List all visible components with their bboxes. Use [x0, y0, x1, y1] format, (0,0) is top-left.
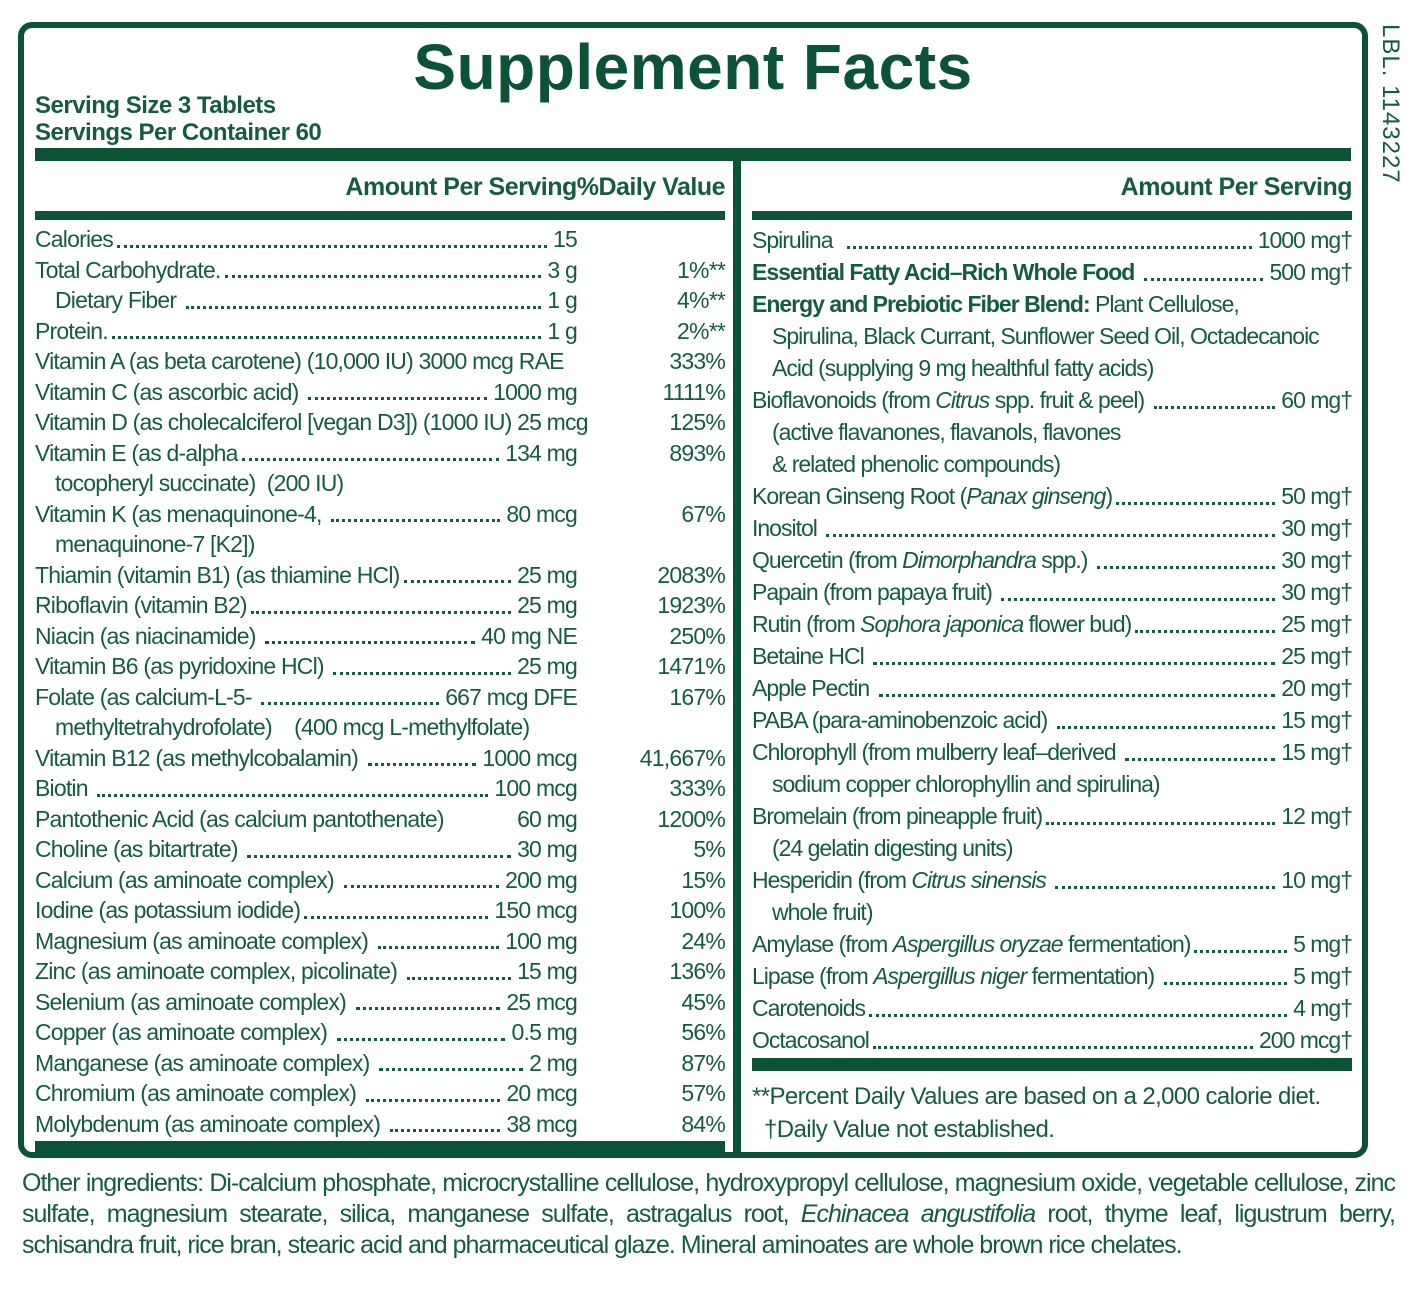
- daily-value: 67%: [681, 500, 725, 527]
- panel-header: [24, 28, 1362, 148]
- amount-value: 60 mg: [517, 805, 577, 832]
- table-row: [35, 438, 725, 469]
- daily-value: 100%: [669, 897, 725, 923]
- amount-value: 25 mg: [517, 561, 577, 588]
- divider-bar-bottom-left: [35, 1141, 725, 1154]
- amount-value: 30 mg†: [1281, 579, 1352, 605]
- amount-value: 80 mcg: [506, 500, 577, 527]
- amount-value: 40 mg NE: [481, 622, 577, 649]
- daily-value-header: %Daily Value: [576, 173, 725, 201]
- ingredient-name: Carotenoids: [752, 995, 866, 1021]
- table-row: [35, 865, 725, 896]
- amount-value: 1 g: [547, 287, 577, 313]
- ingredient-name: Apple Pectin: [752, 675, 875, 701]
- table-row: [35, 316, 725, 347]
- amount-value: 15 mg†: [1281, 739, 1352, 765]
- ingredient-name: Protein.: [35, 317, 108, 344]
- ingredient-name: (active flavanones, flavanols, flavones: [772, 419, 1121, 445]
- footnotes: [752, 1080, 1352, 1146]
- dot-leader: [308, 377, 487, 401]
- other-ingredients-text: root, thyme leaf, ligustrum berry, schisandra fruit, rice bran, stearic acid and pharmaceutical glaze. Mineral aminoates are whole brown rice chelates.: [22, 1200, 1395, 1259]
- daily-value: 4%**: [677, 287, 725, 313]
- table-row: [752, 320, 1352, 352]
- table-row: [752, 288, 1352, 320]
- dot-leader: [873, 1024, 1253, 1049]
- table-row: [35, 224, 725, 255]
- amount-value: 1000 mg: [493, 378, 577, 405]
- right-rows: [752, 224, 1352, 1056]
- amount-value: 200 mg: [505, 866, 577, 893]
- table-row: [752, 640, 1352, 672]
- ingredient-name: Papain (from papaya fruit): [752, 579, 998, 605]
- table-row: [752, 416, 1352, 448]
- dot-leader: [378, 926, 499, 950]
- dot-leader: [1116, 480, 1275, 505]
- other-ingredients-text: Other ingredients: Di-calcium phosphate, microcrystalline cellulose, hydroxypropyl cellulose, magnesium oxide, vegetable cellulose, zinc sulfate, magnesium stearate, silica, manganese sulfate, astragalus root,: [22, 1169, 1395, 1228]
- amount-value: 15: [553, 226, 577, 252]
- dot-leader: [265, 621, 475, 645]
- table-row: [35, 560, 725, 591]
- amount-per-serving-header: Amount Per Serving: [1120, 173, 1352, 201]
- amount-value: 38 mcg: [506, 1110, 577, 1137]
- dot-leader: [407, 956, 511, 980]
- daily-value: 1471%: [657, 653, 725, 679]
- amount-value: 30 mg†: [1281, 515, 1352, 541]
- serving-info: [35, 92, 321, 146]
- daily-value: 57%: [681, 1080, 725, 1106]
- dot-leader: [261, 682, 439, 706]
- dot-leader: [117, 224, 547, 248]
- ingredient-name: Calcium (as aminoate complex): [35, 866, 340, 893]
- daily-value: 136%: [669, 958, 725, 984]
- divider-bar: [752, 211, 1352, 220]
- dot-leader: [390, 1109, 501, 1133]
- column-divider: [733, 161, 741, 1152]
- dot-leader: [1055, 864, 1275, 889]
- ingredient-name: Riboflavin (vitamin B2): [35, 592, 247, 618]
- table-row: [35, 956, 725, 987]
- table-row: [752, 768, 1352, 800]
- amount-value: 25 mg†: [1281, 611, 1352, 637]
- ingredient-name: Betaine HCl: [752, 643, 870, 669]
- ingredient-name: Amylase (from Aspergillus oryzae fermentation): [752, 931, 1191, 957]
- dot-leader: [1097, 544, 1275, 569]
- amount-value: 12 mg†: [1281, 803, 1352, 829]
- table-row: [752, 1024, 1352, 1056]
- serving-size: Serving Size 3 Tablets: [35, 92, 276, 119]
- table-row: [752, 832, 1352, 864]
- divider-bar-bottom-right: [752, 1058, 1352, 1071]
- amount-value: 134 mg: [505, 439, 577, 466]
- ingredient-name: Spirulina, Black Currant, Sunflower Seed Oil, Octadecanoic: [772, 323, 1319, 349]
- dot-leader: [337, 1017, 506, 1041]
- daily-value: 24%: [681, 927, 725, 954]
- table-row: [35, 285, 725, 316]
- dot-leader: [1154, 384, 1276, 409]
- dot-leader: [1046, 800, 1275, 825]
- table-row: [752, 384, 1352, 416]
- ingredient-name: Korean Ginseng Root (Panax ginseng): [752, 483, 1113, 509]
- left-column: [24, 161, 733, 1152]
- amount-value: 20 mg†: [1281, 675, 1352, 701]
- left-rows: [35, 224, 725, 1139]
- table-row: [35, 468, 725, 499]
- dot-leader: [404, 560, 512, 584]
- ingredient-name: Acid (supplying 9 mg healthful fatty acids): [772, 355, 1154, 381]
- dot-leader: [1125, 736, 1275, 761]
- table-row: [35, 346, 725, 377]
- left-column-header: [35, 161, 725, 211]
- table-row: [752, 704, 1352, 736]
- amount-value: 50 mg†: [1281, 483, 1352, 509]
- ingredient-name: Manganese (as aminoate complex): [35, 1049, 376, 1076]
- dot-leader: [331, 499, 500, 523]
- table-row: [752, 352, 1352, 384]
- dot-leader: [304, 895, 488, 919]
- columns: [24, 161, 1362, 1152]
- dot-leader: [186, 285, 542, 309]
- divider-bar: [35, 211, 725, 220]
- table-row: [35, 590, 725, 621]
- ingredient-name: Vitamin B12 (as methylcobalamin): [35, 744, 364, 771]
- amount-value: 1000 mg†: [1257, 227, 1352, 253]
- ingredient-name: sodium copper chlorophyllin and spirulina): [772, 771, 1160, 797]
- table-row: [752, 608, 1352, 640]
- table-row: [752, 992, 1352, 1024]
- ingredient-name: Thiamin (vitamin B1) (as thiamine HCl): [35, 561, 400, 588]
- ingredient-name: menaquinone-7 [K2]): [55, 531, 255, 557]
- ingredient-name: Hesperidin (from Citrus sinensis: [752, 867, 1046, 893]
- ingredient-name: Octacosanol: [752, 1027, 869, 1053]
- amount-value: 500 mg†: [1269, 259, 1352, 285]
- table-row: [752, 224, 1352, 256]
- table-row: [35, 1109, 725, 1140]
- divider-bar-top: [35, 148, 1351, 161]
- amount-value: 15 mg†: [1281, 707, 1352, 733]
- ingredient-name: Vitamin D (as cholecalciferol [vegan D3]) (1000 IU) 25 mcg: [35, 409, 588, 435]
- dot-leader: [879, 672, 1276, 697]
- ingredient-name: Quercetin (from Dimorphandra spp.): [752, 547, 1093, 573]
- ingredient-name: Folate (as calcium-L-5-: [35, 683, 258, 710]
- ingredient-name: Total Carbohydrate.: [35, 256, 221, 283]
- amount-value: 5 mg†: [1293, 931, 1352, 957]
- daily-value: 167%: [669, 683, 725, 710]
- ingredient-name: Vitamin E (as d-alpha: [35, 439, 238, 466]
- daily-value: 1923%: [657, 592, 725, 618]
- amount-value: 30 mg†: [1281, 547, 1352, 573]
- dot-leader: [1057, 704, 1276, 729]
- daily-value: 15%: [681, 866, 725, 893]
- table-row: [35, 1078, 725, 1109]
- right-column-header: [752, 161, 1352, 211]
- amount-value: 3 g: [547, 256, 577, 283]
- daily-value: 41,667%: [639, 744, 725, 771]
- dot-leader: [366, 1078, 501, 1102]
- ingredient-name: Vitamin B6 (as pyridoxine HCl): [35, 653, 330, 679]
- ingredient-name: Pantothenic Acid (as calcium pantothenate): [35, 805, 444, 832]
- amount-value: 0.5 mg: [511, 1019, 577, 1045]
- daily-value: 1200%: [657, 805, 725, 832]
- table-row: [35, 926, 725, 957]
- amount-value: 100 mg: [505, 927, 577, 954]
- dot-leader: [251, 590, 511, 614]
- servings-per-container: Servings Per Container 60: [35, 119, 322, 146]
- dot-leader: [869, 992, 1287, 1017]
- table-row: [752, 256, 1352, 288]
- ingredient-name: whole fruit): [772, 899, 873, 925]
- amount-value: 4 mg†: [1293, 995, 1352, 1021]
- table-row: [35, 529, 725, 560]
- footnote-dagger: †Daily Value not established.: [764, 1116, 1055, 1143]
- ingredient-name: Essential Fatty Acid–Rich Whole Food: [752, 259, 1140, 285]
- table-row: [752, 928, 1352, 960]
- ingredient-name: Vitamin A (as beta carotene) (10,000 IU) 3000 mcg RAE: [35, 348, 564, 374]
- dot-leader: [379, 1048, 523, 1072]
- dot-leader: [344, 865, 500, 889]
- daily-value: 125%: [669, 409, 725, 435]
- ingredient-name: Choline (as bitartrate): [35, 836, 244, 862]
- amount-value: 200 mcg†: [1258, 1027, 1352, 1053]
- dot-leader: [368, 743, 477, 767]
- dot-leader: [1194, 928, 1287, 953]
- daily-value: 56%: [681, 1019, 725, 1045]
- amount-value: 667 mcg DFE: [445, 683, 577, 710]
- amount-value: 30 mg: [517, 836, 577, 862]
- dot-leader: [225, 255, 542, 279]
- table-row: [35, 377, 725, 408]
- dot-leader: [1144, 256, 1264, 281]
- ingredient-name: Selenium (as aminoate complex): [35, 988, 352, 1015]
- ingredient-name: Energy and Prebiotic Fiber Blend: Plant Cellulose,: [752, 291, 1239, 317]
- dot-leader: [847, 224, 1251, 249]
- dot-leader: [1135, 608, 1275, 633]
- ingredient-name: Chlorophyll (from mulberry leaf–derived: [752, 739, 1122, 765]
- dot-leader: [356, 987, 501, 1011]
- amount-value: 25 mcg: [506, 988, 577, 1015]
- ingredient-name: & related phenolic compounds): [772, 451, 1061, 477]
- table-row: [35, 895, 725, 926]
- table-row: [752, 736, 1352, 768]
- table-row: [752, 672, 1352, 704]
- ingredient-name: tocopheryl succinate) (200 IU): [55, 470, 344, 496]
- amount-value: 100 mcg: [494, 775, 577, 801]
- amount-value: 5 mg†: [1293, 963, 1352, 989]
- ingredient-name: Biotin: [35, 775, 94, 801]
- ingredient-name: Vitamin C (as ascorbic acid): [35, 378, 305, 405]
- ingredient-name: Vitamin K (as menaquinone-4,: [35, 500, 328, 527]
- ingredient-name: Inositol: [752, 515, 823, 541]
- table-row: [752, 480, 1352, 512]
- amount-per-serving-header: Amount Per Serving: [345, 173, 577, 201]
- table-row: [35, 1048, 725, 1079]
- right-column: [741, 161, 1362, 1152]
- amount-value: 25 mg: [517, 653, 577, 679]
- dot-leader: [97, 773, 488, 797]
- table-row: [35, 621, 725, 652]
- table-row: [35, 773, 725, 804]
- ingredient-name: Dietary Fiber: [55, 287, 182, 313]
- ingredient-name: Lipase (from Aspergillus niger fermentation): [752, 963, 1160, 989]
- table-row: [752, 800, 1352, 832]
- ingredient-name: Niacin (as niacinamide): [35, 622, 262, 649]
- supplement-facts-panel: [18, 22, 1368, 1158]
- table-row: [752, 512, 1352, 544]
- ingredient-name: Rutin (from Sophora japonica flower bud): [752, 611, 1132, 637]
- table-row: [752, 448, 1352, 480]
- daily-value: 84%: [681, 1110, 725, 1137]
- table-row: [752, 896, 1352, 928]
- ingredient-name: Molybdenum (as aminoate complex): [35, 1110, 386, 1137]
- table-row: [752, 960, 1352, 992]
- table-row: [35, 987, 725, 1018]
- table-row: [35, 255, 725, 286]
- table-row: [35, 1017, 725, 1048]
- daily-value: 893%: [669, 439, 725, 466]
- daily-value: 45%: [681, 988, 725, 1015]
- ingredient-name: methyltetrahydrofolate) (400 mcg L-methylfolate): [55, 714, 530, 740]
- dot-leader: [247, 834, 511, 858]
- table-row: [35, 804, 725, 835]
- footnote-daily-value: **Percent Daily Values are based on a 2,000 calorie diet.: [752, 1083, 1321, 1110]
- daily-value: 1%**: [677, 256, 725, 283]
- table-row: [35, 682, 725, 713]
- daily-value: 250%: [669, 622, 725, 649]
- other-ingredients-latin-name: Echinacea angustifolia: [800, 1200, 1036, 1228]
- amount-value: 1000 mcg: [482, 744, 577, 771]
- daily-value: 1111%: [662, 378, 725, 405]
- amount-value: 1 g: [547, 317, 577, 344]
- panel-title: Supplement Facts: [413, 31, 973, 103]
- dot-leader: [333, 651, 511, 675]
- ingredient-name: Bioflavonoids (from Citrus spp. fruit & peel): [752, 387, 1150, 413]
- table-row: [35, 499, 725, 530]
- label-code: LBL. 1143227: [1377, 24, 1404, 184]
- table-row: [35, 651, 725, 682]
- table-row: [35, 834, 725, 865]
- table-row: [752, 864, 1352, 896]
- amount-value: 2 mg: [529, 1049, 577, 1076]
- amount-value: 25 mg: [517, 592, 577, 618]
- daily-value: 87%: [681, 1049, 725, 1076]
- ingredient-name: PABA (para-aminobenzoic acid): [752, 707, 1053, 733]
- ingredient-name: Spirulina: [752, 227, 844, 253]
- amount-value: 15 mg: [517, 958, 577, 984]
- dot-leader: [242, 438, 499, 462]
- dot-leader: [112, 316, 542, 340]
- daily-value: 333%: [669, 348, 725, 374]
- ingredient-name: (24 gelatin digesting units): [772, 835, 1013, 861]
- table-row: [752, 544, 1352, 576]
- daily-value: 333%: [669, 775, 725, 801]
- ingredient-name: Iodine (as potassium iodide): [35, 897, 301, 923]
- amount-value: 25 mg†: [1281, 643, 1352, 669]
- table-row: [752, 576, 1352, 608]
- amount-value: 60 mg†: [1281, 387, 1352, 413]
- dot-leader: [826, 512, 1275, 537]
- daily-value: 2083%: [657, 561, 725, 588]
- dot-leader: [873, 640, 1275, 665]
- daily-value: 5%: [693, 836, 725, 862]
- dot-leader: [1164, 960, 1288, 985]
- table-row: [35, 407, 725, 438]
- ingredient-name: Bromelain (from pineapple fruit): [752, 803, 1043, 829]
- amount-value: 150 mcg: [494, 897, 577, 923]
- ingredient-name: Calories: [35, 226, 113, 252]
- amount-value: 20 mcg: [506, 1080, 577, 1106]
- amount-value: 10 mg†: [1281, 867, 1352, 893]
- dot-leader: [1001, 576, 1275, 601]
- other-ingredients: [22, 1168, 1395, 1261]
- table-row: [35, 712, 725, 743]
- ingredient-name: Chromium (as aminoate complex): [35, 1080, 362, 1106]
- ingredient-name: Copper (as aminoate complex): [35, 1019, 333, 1045]
- ingredient-name: Magnesium (as aminoate complex): [35, 927, 374, 954]
- ingredient-name: Zinc (as aminoate complex, picolinate): [35, 958, 403, 984]
- table-row: [35, 743, 725, 774]
- daily-value: 2%**: [677, 317, 725, 344]
